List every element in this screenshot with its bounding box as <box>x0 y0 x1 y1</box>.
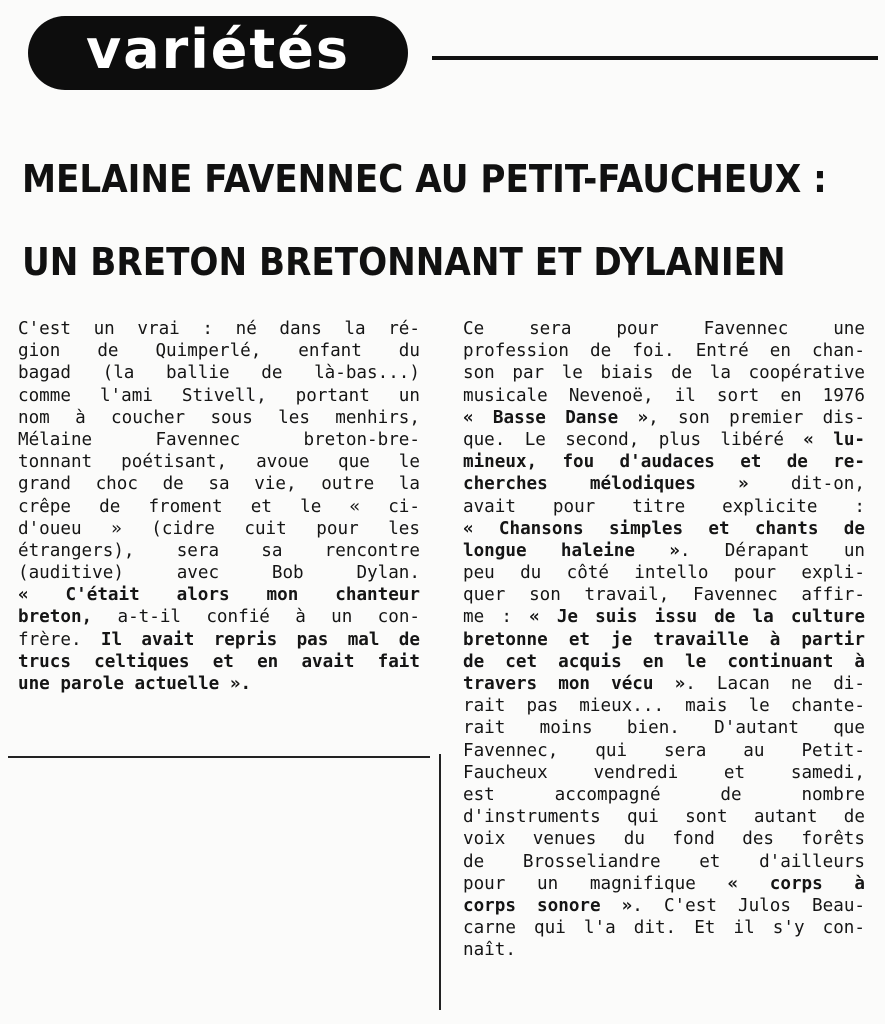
bold-quote-text: Il avait repris pas mal de <box>100 629 420 650</box>
article-left-column <box>18 318 420 695</box>
text-line <box>463 540 865 562</box>
text-line <box>463 496 865 518</box>
text-line <box>18 429 420 451</box>
body-text: . C'est Julos Beau- <box>632 895 865 916</box>
column-separator <box>439 754 441 1010</box>
text-line <box>463 429 865 451</box>
text-line <box>463 629 865 651</box>
text-line <box>463 740 865 762</box>
text-line <box>18 407 420 429</box>
bold-quote-text: breton, <box>18 607 93 628</box>
text-line <box>18 562 420 584</box>
body-text: profession de foi. Entré en chan- <box>463 341 865 362</box>
bold-quote-text: « Basse Danse » <box>463 407 649 428</box>
bold-quote-text: « lu- <box>803 429 865 450</box>
bold-quote-text: « Chansons simples et chants de <box>463 518 865 539</box>
body-text: a-t-il confié à un con- <box>92 607 420 628</box>
body-text: tonnant poétisant, avoue que le <box>18 452 420 473</box>
body-text: d'instruments qui sont autant de <box>463 807 865 828</box>
body-text: voix venues du fond des forêts <box>463 829 865 850</box>
body-text: naît. <box>463 940 516 961</box>
body-text: frère. <box>18 629 101 650</box>
bold-quote-text: bretonne et je travaille à partir <box>463 629 865 650</box>
bold-quote-text: corps sonore » <box>463 895 633 916</box>
body-text: avait pour titre explicite : <box>463 496 865 517</box>
text-line <box>463 584 865 606</box>
text-line <box>463 318 865 340</box>
text-line <box>463 673 865 695</box>
body-text: carne qui l'a dit. Et il s'y con- <box>463 918 865 939</box>
text-line <box>463 362 865 384</box>
text-line <box>463 473 865 495</box>
text-line <box>18 340 420 362</box>
text-line <box>463 762 865 784</box>
body-text: Favennec, qui sera au Petit- <box>463 740 865 761</box>
text-line <box>18 385 420 407</box>
body-text: (auditive) avec Bob Dylan. <box>18 563 420 584</box>
bold-quote-text: « Je suis issu de la culture <box>529 607 865 628</box>
text-line <box>463 784 865 806</box>
body-text: que. Le second, plus libéré <box>463 429 804 450</box>
text-line <box>463 873 865 895</box>
bold-quote-text: cherches mélodiques » <box>463 474 749 495</box>
body-text: rait moins bien. D'autant que <box>463 718 865 739</box>
body-text: bagad (la ballie de là-bas...) <box>18 363 420 384</box>
bold-quote-text: trucs celtiques et en avait fait <box>18 651 420 672</box>
body-text: me : <box>463 607 530 628</box>
text-line <box>18 451 420 473</box>
body-text: comme l'ami Stivell, portant un <box>18 385 420 406</box>
text-line <box>18 584 420 606</box>
text-line <box>18 518 420 540</box>
body-text: Faucheux vendredi et samedi, <box>463 762 865 783</box>
article-right-column <box>463 318 865 961</box>
body-text: musicale Nevenoë, il sort en 1976 <box>463 385 865 406</box>
body-text: crêpe de froment et le « ci- <box>18 496 420 517</box>
text-line <box>18 540 420 562</box>
body-text: étrangers), sera sa rencontre <box>18 540 420 561</box>
text-line <box>463 717 865 739</box>
bold-quote-text: une parole actuelle ». <box>18 674 252 694</box>
text-line <box>463 895 865 917</box>
rubric-rule <box>432 56 878 60</box>
text-line <box>463 562 865 584</box>
headline-line-1: MELAINE FAVENNEC AU PETIT-FAUCHEUX : <box>22 157 827 201</box>
bold-quote-text: travers mon vécu » <box>463 674 686 694</box>
section-rubric-label: variétés <box>86 18 350 81</box>
text-line <box>18 318 420 340</box>
body-text: C'est un vrai : né dans la ré- <box>18 319 420 339</box>
text-line <box>463 851 865 873</box>
text-line <box>18 362 420 384</box>
body-text: son par le biais de la coopérative <box>463 363 865 384</box>
bold-quote-text: mineux, fou d'audaces et de re- <box>463 452 865 473</box>
text-line <box>463 828 865 850</box>
text-line <box>18 629 420 651</box>
body-text: . Lacan ne di- <box>685 674 865 694</box>
text-line <box>463 695 865 717</box>
body-text: quer son travail, Favennec affir- <box>463 585 865 606</box>
text-line <box>463 651 865 673</box>
text-line <box>463 407 865 429</box>
text-line <box>463 917 865 939</box>
body-text: pour un magnifique <box>463 873 728 894</box>
text-line <box>463 939 865 961</box>
text-line <box>18 473 420 495</box>
headline-line-2: UN BRETON BRETONNANT ET DYLANIEN <box>22 240 786 284</box>
body-text: , son premier dis- <box>648 407 865 428</box>
text-line <box>463 385 865 407</box>
body-text: de Brosseliandre et d'ailleurs <box>463 851 865 872</box>
body-text: d'oueu » (cidre cuit pour les <box>18 518 420 539</box>
body-text: Mélaine Favennec breton-bre- <box>18 429 420 450</box>
section-rubric-badge <box>28 16 408 90</box>
text-line <box>18 651 420 673</box>
text-line <box>463 806 865 828</box>
body-text: . Dérapant un <box>679 540 865 561</box>
body-text: peu du côté intello pour expli- <box>463 563 865 584</box>
body-text: dit-on, <box>748 474 865 495</box>
bold-quote-text: de cet acquis en le continuant à <box>463 651 865 672</box>
body-text: est accompagné de nombre <box>463 784 865 805</box>
text-line <box>463 518 865 540</box>
bold-quote-text: « C'était alors mon chanteur <box>18 585 420 606</box>
bold-quote-text: longue haleine » <box>463 540 680 561</box>
column-end-rule <box>8 756 430 758</box>
text-line <box>18 673 420 695</box>
text-line <box>463 451 865 473</box>
text-line <box>463 340 865 362</box>
body-text: grand choc de sa vie, outre la <box>18 474 420 495</box>
body-text: Ce sera pour Favennec une <box>463 319 865 339</box>
body-text: gion de Quimperlé, enfant du <box>18 341 420 362</box>
text-line <box>18 606 420 628</box>
text-line <box>18 496 420 518</box>
text-line <box>463 606 865 628</box>
body-text: nom à coucher sous les menhirs, <box>18 407 420 428</box>
body-text: rait pas mieux... mais le chante- <box>463 696 865 717</box>
bold-quote-text: « corps à <box>727 873 865 894</box>
